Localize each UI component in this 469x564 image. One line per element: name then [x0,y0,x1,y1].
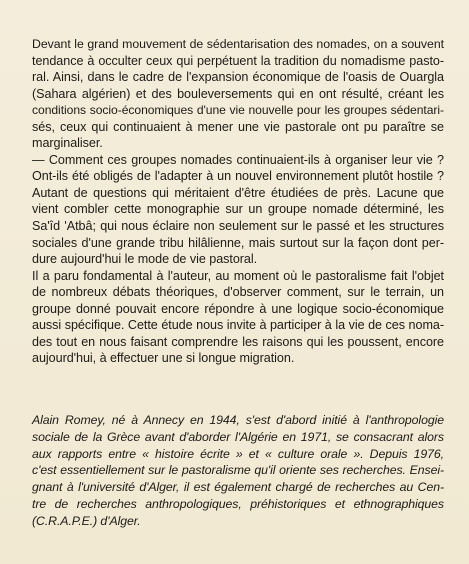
bio-line: tre de recherches anthropologiques, préhistoriques et ethnographiques [32,496,444,511]
text-line: groupe donné pouvait encore répondre à une logique socio-économique [32,301,444,316]
text-line: dure aujourd'hui le mode de vie pastoral. [32,252,258,267]
text-line: Il a paru fondamental à l'auteur, au moment où le pastoralisme fait l'objet [32,268,444,283]
author-bio [32,412,444,530]
text-line: Autant de questions qui méritaient d'être étudiées de près. Lacune que [32,185,444,200]
text-line: aussi spécifique. Cette étude nous invite à participer à la vie de ces noma- [32,318,444,333]
text-line: — Comment ces groupes nomades continuaient-ils à organiser leur vie ? [32,152,444,167]
bio-line: sociale de la Grèce avant d'aborder l'Algérie en 1971, se consacrant alors [32,429,444,444]
text-line: aujourd'hui, à effectuer une si longue migration. [32,351,295,366]
text-line: des tout en nous faisant comprendre les raisons qui les poussent, encore [32,334,444,349]
text-line: de nombreux débats théoriques, d'observer comment, sur le terrain, un [32,285,444,300]
bio-line: c'est essentiellement sur le pastoralisme qu'il oriente ses recherches. Ensei- [32,463,444,478]
text-line: sés, ceux qui continuaient à mener une vie pastorale ont pu paraître se [32,119,444,134]
text-line: conditions socio-économiques d'une vie nouvelle pour les groupes sédentari- [32,103,444,118]
bio-line: aux rapports entre « histoire écrite » et « culture orale ». Depuis 1976, [32,446,444,461]
text-line: (Sahara algérien) et des bouleversements qui en ont résulté, créant les [32,86,444,101]
bio-line: Alain Romey, né à Annecy en 1944, s'est d'abord initié à l'anthropologie [32,413,444,427]
text-line: Sa'îd 'Atbâ; qui nous éclaire non seulement sur le passé et les structures [32,219,444,234]
text-line: ral. Ainsi, dans le cadre de l'expansion économique de l'oasis de Ouargla [32,70,444,85]
text-line: tendance à occulter ceux qui perpétuent la tradition du nomadisme pasto- [32,53,444,68]
text-line: vient combler cette monographie sur un groupe nomade déterminé, les [32,202,444,217]
text-line: Devant le grand mouvement de sédentarisation des nomades, on a souvent [32,37,444,51]
text-line: Ont-ils été obligés de l'adapter à un nouvel environnement plutôt hostile ? [32,169,444,184]
text-line: sociales d'une grande tribu hilâlienne, mais surtout sur la façon dont per- [32,235,444,250]
description-text [32,36,444,367]
bio-line: gnant à l'université d'Alger, il est également chargé de recherches au Cen- [32,480,444,495]
bio-line: (C.R.A.P.E.) d'Alger. [32,513,141,528]
text-line: marginaliser. [32,136,103,151]
